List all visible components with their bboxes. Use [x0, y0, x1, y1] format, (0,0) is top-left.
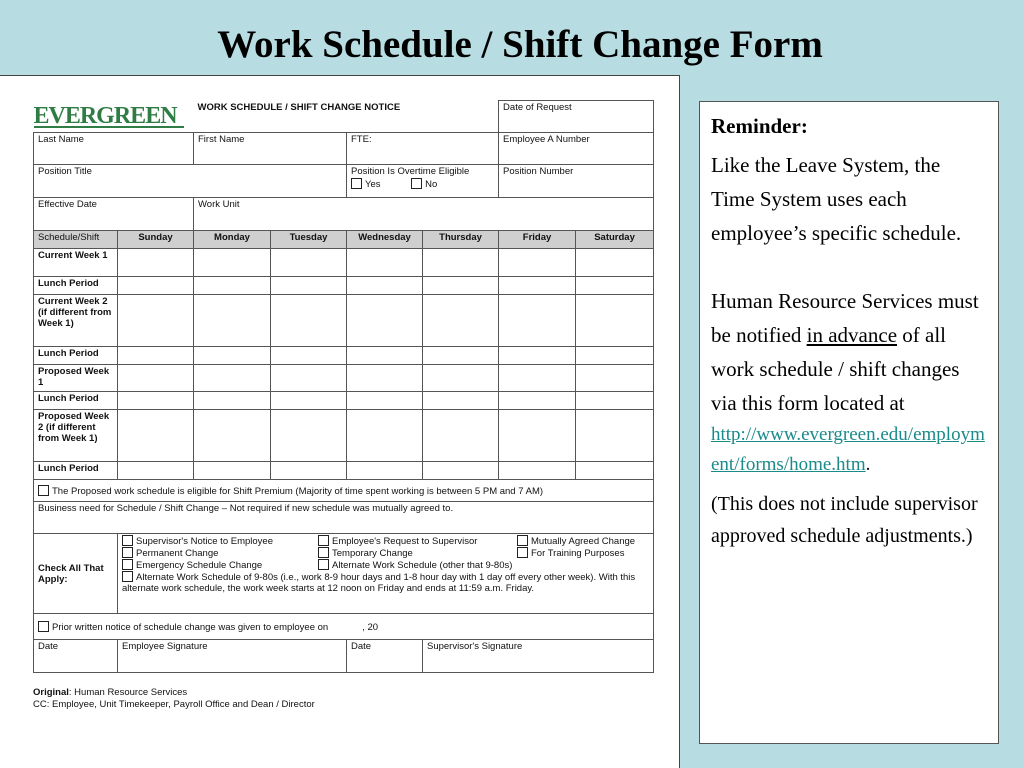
day-header-wednesday: Wednesday: [347, 231, 423, 249]
first-name-label: First Name: [198, 134, 245, 145]
schedule-form-table: [33, 100, 654, 673]
schedule-cell[interactable]: [118, 410, 194, 462]
schedule-cell[interactable]: [576, 249, 654, 277]
schedule-cell[interactable]: [347, 295, 423, 347]
schedule-cell[interactable]: [423, 392, 499, 410]
employee-signature-field[interactable]: [118, 640, 347, 673]
emergency-change-checkbox[interactable]: [122, 559, 133, 570]
last-name-field[interactable]: [34, 133, 194, 165]
original-text: : Human Resource Services: [68, 687, 188, 698]
supervisor-notice-label: Supervisor's Notice to Employee: [136, 536, 273, 547]
schedule-cell[interactable]: [347, 462, 423, 480]
schedule-cell[interactable]: [271, 365, 347, 392]
row-label-lunch-period: Lunch Period: [34, 277, 118, 295]
schedule-cell[interactable]: [118, 295, 194, 347]
reminder-in-advance: in advance: [806, 323, 898, 347]
original-label: Original: [33, 687, 69, 698]
schedule-cell[interactable]: [271, 277, 347, 295]
permanent-change-checkbox[interactable]: [122, 547, 133, 558]
routing-note: [33, 687, 653, 711]
schedule-cell[interactable]: [271, 295, 347, 347]
schedule-cell[interactable]: [499, 249, 576, 277]
schedule-cell[interactable]: [118, 347, 194, 365]
alternate-980-label: Alternate Work Schedule of 9-80s (i.e., work 8-9 hour days and 1-8 hour day with 1 day off every other week). With this alternate work schedule, the work week starts at 12 noon on Friday and ends at 11:59 a.m. Friday.: [122, 572, 636, 594]
row-label-lunch-period: Lunch Period: [34, 347, 118, 365]
day-header-monday: Monday: [194, 231, 271, 249]
overtime-no-label: No: [425, 179, 438, 190]
overtime-eligible-field: [347, 165, 499, 198]
schedule-cell[interactable]: [194, 392, 271, 410]
fte-label: FTE:: [351, 134, 372, 145]
schedule-cell[interactable]: [576, 365, 654, 392]
schedule-cell[interactable]: [194, 277, 271, 295]
position-title-field[interactable]: [34, 165, 347, 198]
cc-text: CC: Employee, Unit Timekeeper, Payroll Office and Dean / Director: [33, 699, 315, 710]
row-label-proposed-week-1: Proposed Week 1: [34, 365, 118, 392]
shift-premium-label: The Proposed work schedule is eligible for Shift Premium (Majority of time spent working is between 5 PM and 7 AM): [52, 485, 544, 497]
schedule-cell[interactable]: [576, 347, 654, 365]
schedule-cell[interactable]: [118, 277, 194, 295]
schedule-cell[interactable]: [271, 347, 347, 365]
employee-signature-label: Employee Signature: [122, 641, 208, 652]
row-label-lunch-period: Lunch Period: [34, 392, 118, 410]
form-image: [0, 75, 680, 768]
schedule-cell[interactable]: [194, 410, 271, 462]
schedule-cell[interactable]: [499, 347, 576, 365]
reminder-paragraph-1: Like the Leave System, the Time System uses each employee’s specific schedule.: [711, 153, 962, 245]
row-label-proposed-week-2: Proposed Week 2 (if different from Week 1): [34, 410, 118, 462]
schedule-cell[interactable]: [423, 249, 499, 277]
schedule-cell[interactable]: [499, 410, 576, 462]
check-all-options: [118, 534, 654, 614]
schedule-cell[interactable]: [423, 277, 499, 295]
schedule-cell[interactable]: [347, 392, 423, 410]
schedule-cell[interactable]: [271, 462, 347, 480]
schedule-cell[interactable]: [194, 249, 271, 277]
row-label-current-week-1: Current Week 1: [34, 249, 118, 277]
business-need-label: Business need for Schedule / Shift Change – Not required if new schedule was mutually agreed to.: [38, 503, 454, 514]
date-label: Date: [351, 641, 372, 652]
schedule-cell[interactable]: [194, 347, 271, 365]
supervisor-signature-field[interactable]: [423, 640, 654, 673]
reminder-text-before: Human Resource Services must be notified: [711, 289, 979, 347]
schedule-cell[interactable]: [576, 392, 654, 410]
schedule-cell[interactable]: [194, 295, 271, 347]
schedule-cell[interactable]: [499, 392, 576, 410]
form-content: [33, 100, 653, 711]
schedule-cell[interactable]: [347, 365, 423, 392]
schedule-cell[interactable]: [423, 347, 499, 365]
schedule-cell[interactable]: [347, 249, 423, 277]
temporary-change-checkbox[interactable]: [318, 547, 329, 558]
position-number-label: Position Number: [503, 166, 574, 177]
reminder-box: [699, 101, 999, 744]
position-number-field[interactable]: [499, 165, 654, 198]
date-of-request-field[interactable]: [499, 101, 654, 133]
day-header-sunday: Sunday: [118, 231, 194, 249]
schedule-cell[interactable]: [118, 392, 194, 410]
schedule-cell[interactable]: [347, 410, 423, 462]
schedule-cell[interactable]: [423, 462, 499, 480]
effective-date-label: Effective Date: [38, 199, 97, 210]
day-header-saturday: Saturday: [576, 231, 654, 249]
overtime-no-checkbox[interactable]: [411, 178, 422, 189]
schedule-cell[interactable]: [499, 462, 576, 480]
prior-notice-row: [34, 614, 654, 640]
employee-request-label: Employee's Request to Supervisor: [332, 536, 478, 547]
schedule-cell[interactable]: [347, 347, 423, 365]
fte-field[interactable]: [347, 133, 499, 165]
forms-link[interactable]: http://www.evergreen.edu/employment/forms/home.htm: [711, 424, 985, 475]
schedule-cell[interactable]: [576, 410, 654, 462]
schedule-cell[interactable]: [423, 365, 499, 392]
training-purposes-checkbox[interactable]: [517, 547, 528, 558]
date-field[interactable]: [347, 640, 423, 673]
date-field[interactable]: [34, 640, 118, 673]
check-all-label: Check All That Apply:: [34, 534, 118, 614]
day-header-thursday: Thursday: [423, 231, 499, 249]
business-need-field[interactable]: [34, 502, 654, 534]
work-unit-field[interactable]: [194, 198, 654, 231]
schedule-shift-header: Schedule/Shift: [34, 231, 118, 249]
schedule-cell[interactable]: [423, 410, 499, 462]
training-purposes-label: For Training Purposes: [531, 548, 625, 559]
permanent-change-label: Permanent Change: [136, 548, 219, 559]
overtime-yes-label: Yes: [365, 179, 381, 190]
prior-notice-checkbox[interactable]: [38, 621, 49, 632]
last-name-label: Last Name: [38, 134, 84, 145]
date-label: Date: [38, 641, 59, 652]
day-header-friday: Friday: [499, 231, 576, 249]
schedule-cell[interactable]: [271, 410, 347, 462]
emergency-change-label: Emergency Schedule Change: [136, 560, 263, 571]
schedule-cell[interactable]: [423, 295, 499, 347]
reminder-heading: Reminder:: [711, 114, 808, 138]
prior-notice-label: Prior written notice of schedule change was given to employee on: [52, 621, 329, 633]
day-header-tuesday: Tuesday: [271, 231, 347, 249]
slide-title: Work Schedule / Shift Change Form: [217, 23, 823, 66]
schedule-cell[interactable]: [271, 392, 347, 410]
schedule-cell[interactable]: [576, 295, 654, 347]
supervisor-notice-checkbox[interactable]: [122, 535, 133, 546]
schedule-cell[interactable]: [118, 365, 194, 392]
notice-title: WORK SCHEDULE / SHIFT CHANGE NOTICE: [194, 101, 499, 133]
alternate-other-checkbox[interactable]: [318, 559, 329, 570]
reminder-text-after: of all work schedule / shift changes via this form located at: [711, 323, 960, 415]
date-of-request-label: Date of Request: [503, 102, 572, 113]
mutually-agreed-label: Mutually Agreed Change: [531, 536, 636, 547]
prior-notice-year: , 20: [362, 621, 379, 633]
first-name-field[interactable]: [194, 133, 347, 165]
work-unit-label: Work Unit: [198, 199, 240, 210]
schedule-cell[interactable]: [194, 365, 271, 392]
overtime-yes-checkbox[interactable]: [351, 178, 362, 189]
alternate-980-checkbox[interactable]: [122, 571, 133, 582]
row-label-current-week-2: Current Week 2 (if different from Week 1): [34, 295, 118, 347]
schedule-cell[interactable]: [194, 462, 271, 480]
link-period: .: [865, 454, 871, 475]
shift-premium-checkbox[interactable]: [38, 485, 49, 496]
schedule-cell[interactable]: [499, 277, 576, 295]
effective-date-field[interactable]: [34, 198, 194, 231]
employee-a-number-field[interactable]: [499, 133, 654, 165]
logo-text: EVERGREEN: [33, 102, 177, 129]
reminder-note: (This does not include supervisor approved schedule adjustments.): [711, 493, 978, 547]
schedule-cell[interactable]: [576, 277, 654, 295]
mutually-agreed-checkbox[interactable]: [517, 535, 528, 546]
schedule-cell[interactable]: [499, 295, 576, 347]
overtime-eligible-label: Position Is Overtime Eligible: [351, 166, 470, 177]
reminder-paragraph-2: [711, 284, 988, 420]
position-title-label: Position Title: [38, 166, 92, 177]
alternate-other-label: Alternate Work Schedule (other that 9-80s): [332, 560, 513, 571]
schedule-cell[interactable]: [118, 249, 194, 277]
supervisor-signature-label: Supervisor's Signature: [427, 641, 523, 652]
employee-request-checkbox[interactable]: [318, 535, 329, 546]
schedule-cell[interactable]: [271, 249, 347, 277]
schedule-cell[interactable]: [499, 365, 576, 392]
schedule-cell[interactable]: [576, 462, 654, 480]
logo: [34, 101, 194, 133]
shift-premium-row: [34, 480, 654, 502]
employee-a-number-label: Employee A Number: [503, 134, 590, 145]
temporary-change-label: Temporary Change: [332, 548, 413, 559]
row-label-lunch-period: Lunch Period: [34, 462, 118, 480]
schedule-cell[interactable]: [347, 277, 423, 295]
schedule-cell[interactable]: [118, 462, 194, 480]
